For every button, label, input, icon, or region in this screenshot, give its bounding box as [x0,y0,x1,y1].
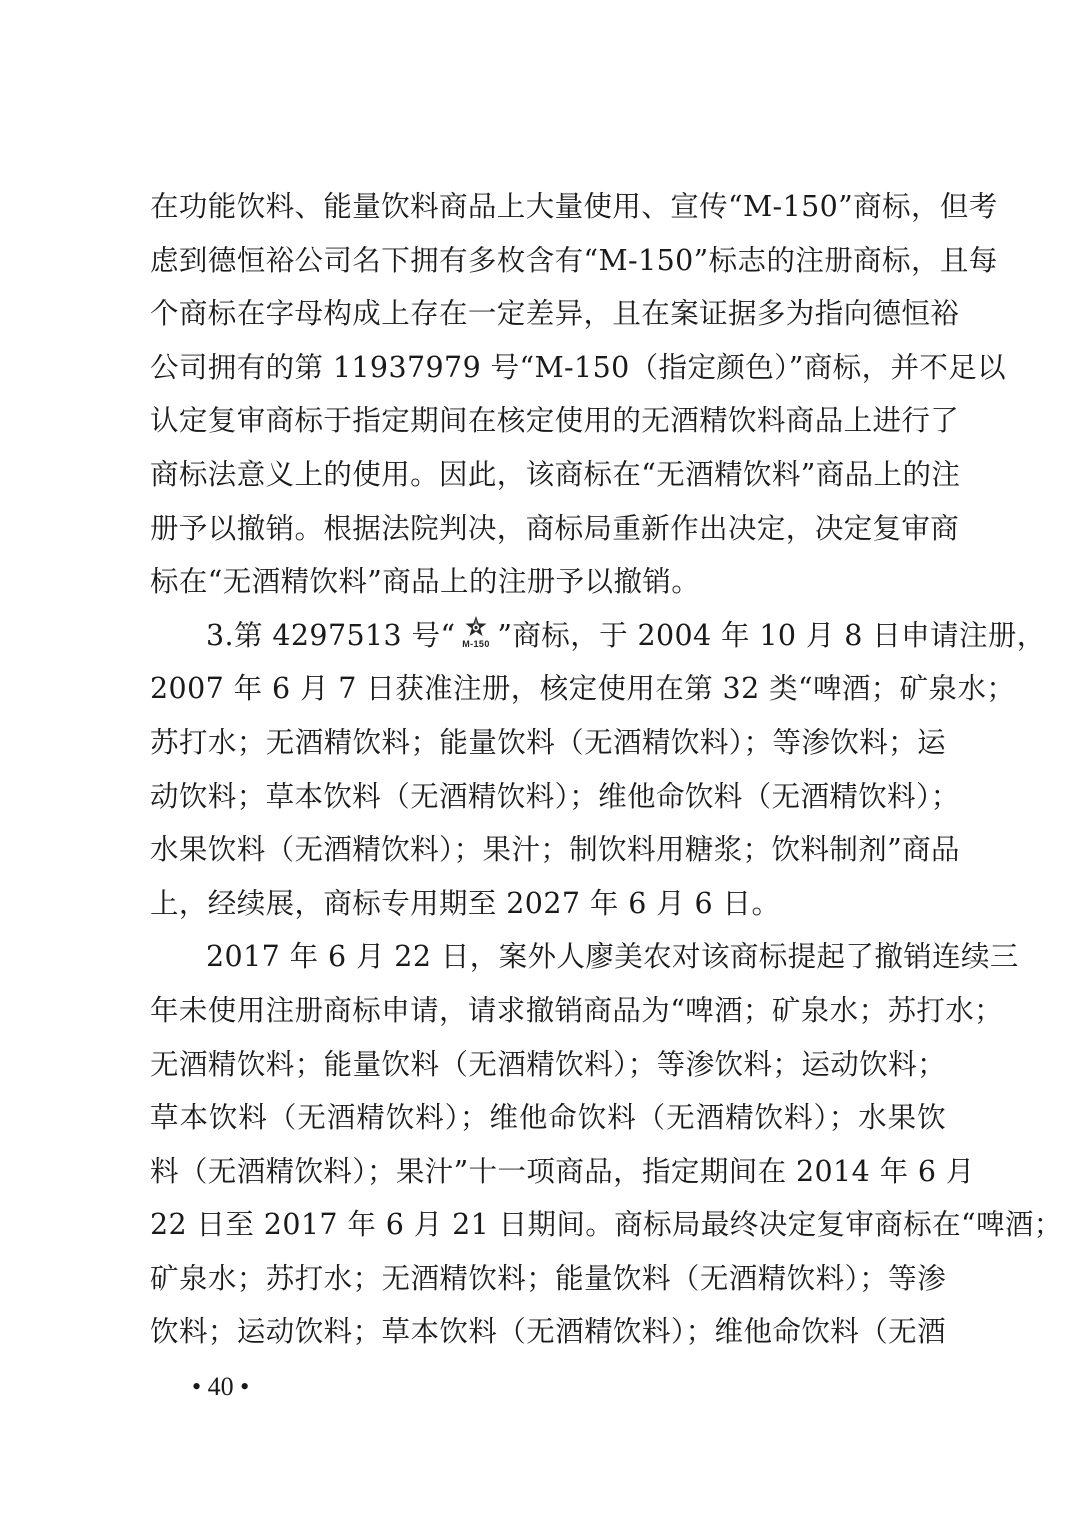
text-line: 商标法意义上的使用。因此，该商标在“无酒精饮料”商品上的注 [150,457,961,491]
text-line: 水果饮料（无酒精饮料）；果汁；制饮料用糖浆；饮料制剂”商品 [150,833,960,867]
text-line: 苏打水；无酒精饮料；能量饮料（无酒精饮料）；等渗饮料；运 [150,725,946,759]
text-line: 料（无酒精饮料）；果汁”十一项商品，指定期间在 2014 年 6 月 [150,1154,975,1188]
text-line: 册予以撤销。根据法院判决，商标局重新作出决定，决定复审商 [150,511,960,545]
text-segment: 3.第 4297513 号“ [206,618,456,652]
text-line: 2017 年 6 月 22 日，案外人廖美农对该商标提起了撤销连续三 [206,940,1019,974]
trademark-logo-icon [456,615,496,649]
text-line: 在功能饮料、能量饮料商品上大量使用、宣传“M-150”商标，但考 [150,190,998,223]
text-line: 标在“无酒精饮料”商品上的注册予以撤销。 [150,565,701,599]
text-line: 草本饮料（无酒精饮料）；维他命饮料（无酒精饮料）；水果饮 [150,1101,946,1135]
text-line: 年未使用注册商标申请，请求撤销商品为“啤酒；矿泉水；苏打水； [150,993,1004,1027]
text-line: 公司拥有的第 11937979 号“M-150（指定颜色）”商标，并不足以 [150,350,1007,384]
page-number: • 40 • [192,1372,250,1401]
text-line: 认定复审商标于指定期间在核定使用的无酒精饮料商品上进行了 [150,404,960,438]
body-text [150,180,1063,1359]
text-line: 矿泉水；苏打水；无酒精饮料；能量饮料（无酒精饮料）；等渗 [150,1261,946,1295]
paragraph-3 [150,930,1063,1359]
text-line [150,609,1046,663]
text-line: 个商标在字母构成上存在一定差异，且在案证据多为指向德恒裕 [150,297,960,331]
text-line: 22 日至 2017 年 6 月 21 日期间。商标局最终决定复审商标在“啤酒； [150,1208,1063,1242]
paragraph-1 [150,180,1007,609]
text-line: 无酒精饮料；能量饮料（无酒精饮料）；等渗饮料；运动饮料； [150,1047,946,1081]
paragraph-2 [150,609,1046,931]
text-line: 2007 年 6 月 7 日获准注册，核定使用在第 32 类“啤酒；矿泉水； [150,672,1016,706]
text-line: 上，经续展，商标专用期至 2027 年 6 月 6 日。 [150,886,781,920]
text-segment: ”商标，于 2004 年 10 月 8 日申请注册， [497,618,1046,652]
text-line: 饮料；运动饮料；草本饮料（无酒精饮料）；维他命饮料（无酒 [150,1315,946,1349]
text-line: 虑到德恒裕公司名下拥有多枚含有“M-150”标志的注册商标，且每 [150,243,998,277]
trademark-logo-text: M-150 [462,638,491,649]
text-line: 动饮料；草本饮料（无酒精饮料）；维他命饮料（无酒精饮料）； [150,779,960,813]
